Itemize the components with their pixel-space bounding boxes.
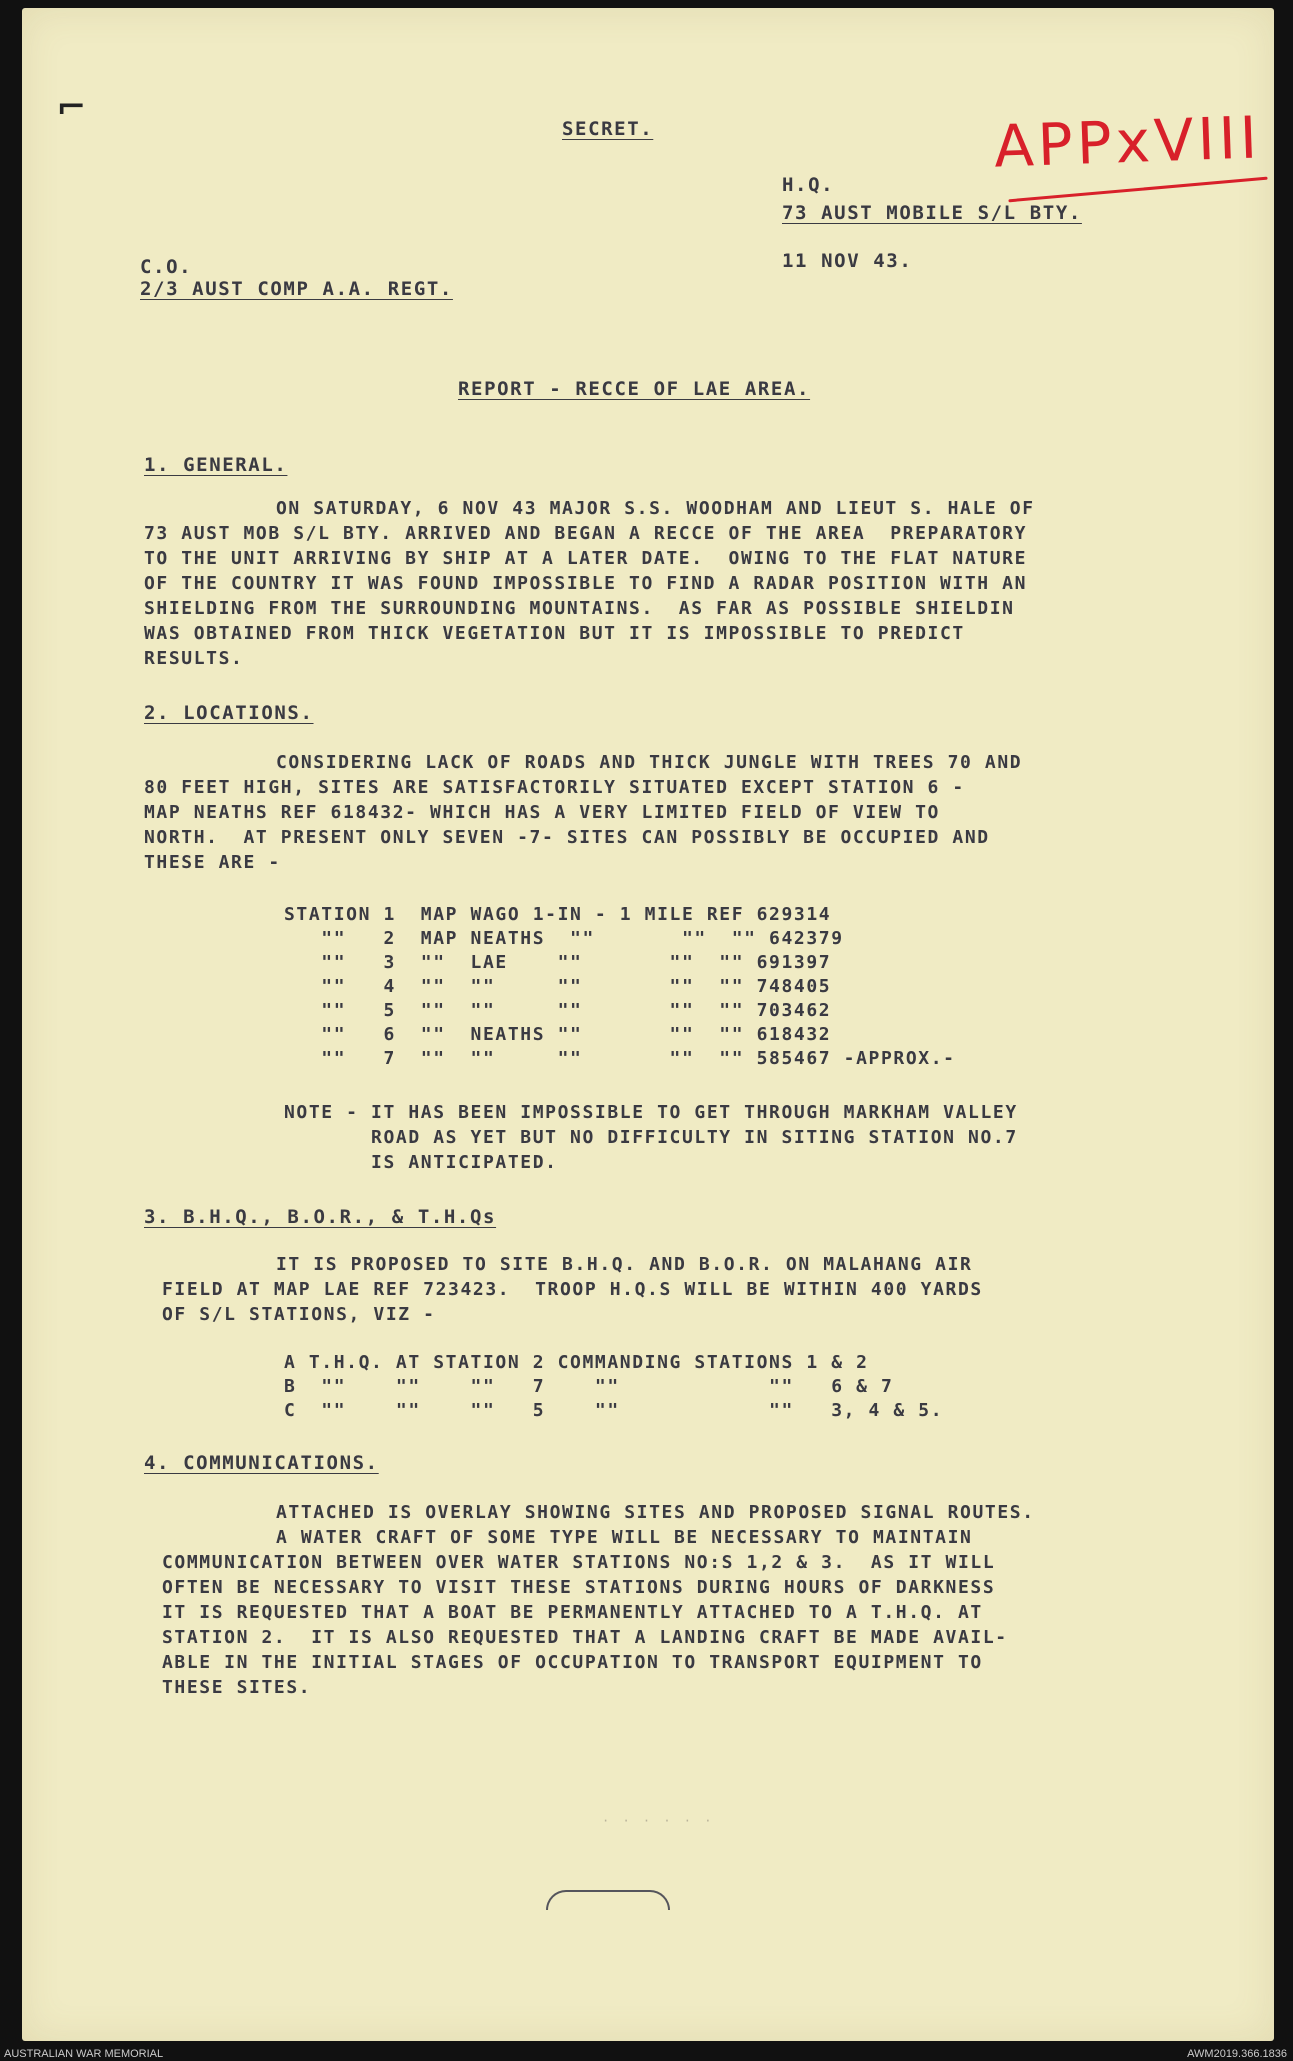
body-line: FIELD AT MAP LAE REF 723423. TROOP H.Q.S WILL BE WITHIN 400 YARDS: [162, 1279, 983, 1300]
body-line: THESE SITES.: [162, 1677, 312, 1698]
body-line: STATION 2. IT IS ALSO REQUESTED THAT A LANDING CRAFT BE MADE AVAIL-: [162, 1627, 1008, 1648]
body-line: TO THE UNIT ARRIVING BY SHIP AT A LATER DATE. OWING TO THE FLAT NATURE: [144, 548, 1028, 569]
body-line: OF THE COUNTRY IT WAS FOUND IMPOSSIBLE TO FIND A RADAR POSITION WITH AN: [144, 573, 1028, 594]
from-line-2: 73 AUST MOBILE S/L BTY.: [782, 202, 1082, 224]
body-line: NORTH. AT PRESENT ONLY SEVEN -7- SITES CAN POSSIBLY BE OCCUPIED AND: [144, 827, 990, 848]
note-line: IS ANTICIPATED.: [284, 1152, 558, 1173]
report-title: REPORT - RECCE OF LAE AREA.: [458, 378, 811, 400]
station-row: "" 3 "" LAE "" "" "" 691397: [284, 952, 832, 973]
station-row: "" 7 "" "" "" "" "" 585467 -APPROX.-: [284, 1048, 956, 1069]
body-line: ATTACHED IS OVERLAY SHOWING SITES AND PROPOSED SIGNAL ROUTES.: [276, 1502, 1035, 1523]
body-line: CONSIDERING LACK OF ROADS AND THICK JUNGLE WITH TREES 70 AND: [276, 752, 1023, 773]
section-heading-locations: 2. LOCATIONS.: [144, 702, 314, 724]
body-line: IT IS REQUESTED THAT A BOAT BE PERMANENTLY ATTACHED TO A T.H.Q. AT: [162, 1602, 983, 1623]
body-line: A WATER CRAFT OF SOME TYPE WILL BE NECESSARY TO MAINTAIN: [276, 1527, 973, 1548]
report-date: 11 NOV 43.: [782, 250, 913, 272]
troop-row: A T.H.Q. AT STATION 2 COMMANDING STATIONS 1 & 2: [284, 1352, 869, 1373]
station-row: "" 4 "" "" "" "" "" 748405: [284, 976, 832, 997]
body-line: SHIELDING FROM THE SURROUNDING MOUNTAINS. AS FAR AS POSSIBLE SHIELDIN: [144, 598, 1015, 619]
body-line: WAS OBTAINED FROM THICK VEGETATION BUT IT IS IMPOSSIBLE TO PREDICT: [144, 623, 965, 644]
note-line: ROAD AS YET BUT NO DIFFICULTY IN SITING STATION NO.7: [284, 1127, 1018, 1148]
appendix-annotation: APPxVIII: [992, 103, 1263, 181]
body-line: RESULTS.: [144, 648, 244, 669]
classification: SECRET.: [562, 118, 654, 140]
footer-credit: AUSTRALIAN WAR MEMORIAL: [4, 2048, 164, 2060]
body-line: OFTEN BE NECESSARY TO VISIT THESE STATIONS DURING HOURS OF DARKNESS: [162, 1577, 996, 1598]
body-line: MAP NEATHS REF 618432- WHICH HAS A VERY LIMITED FIELD OF VIEW TO: [144, 802, 940, 823]
section-heading-general: 1. GENERAL.: [144, 454, 288, 476]
troop-row: C "" "" "" 5 "" "" 3, 4 & 5.: [284, 1400, 944, 1421]
body-line: OF S/L STATIONS, VIZ -: [162, 1304, 436, 1325]
body-line: IT IS PROPOSED TO SITE B.H.Q. AND B.O.R. ON MALAHANG AIR: [276, 1254, 973, 1275]
note-line: NOTE - IT HAS BEEN IMPOSSIBLE TO GET THROUGH MARKHAM VALLEY: [284, 1102, 1018, 1123]
staple-mark: ⌐: [58, 82, 85, 133]
footer-accession-number: AWM2019.366.1836: [1187, 2048, 1287, 2060]
station-row: "" 5 "" "" "" "" "" 703462: [284, 1000, 832, 1021]
appendix-underline: [1008, 177, 1267, 203]
to-line-1: C.O.: [140, 256, 193, 278]
station-row: STATION 1 MAP WAGO 1-IN - 1 MILE REF 629314: [284, 904, 832, 925]
document-page: [22, 8, 1274, 2041]
body-line: 80 FEET HIGH, SITES ARE SATISFACTORILY SITUATED EXCEPT STATION 6 -: [144, 777, 965, 798]
body-line: ABLE IN THE INITIAL STAGES OF OCCUPATION TO TRANSPORT EQUIPMENT TO: [162, 1652, 983, 1673]
section-heading-communications: 4. COMMUNICATIONS.: [144, 1452, 379, 1474]
to-line-2: 2/3 AUST COMP A.A. REGT.: [140, 278, 453, 300]
body-line: ON SATURDAY, 6 NOV 43 MAJOR S.S. WOODHAM AND LIEUT S. HALE OF: [276, 498, 1035, 519]
troop-row: B "" "" "" 7 "" "" 6 & 7: [284, 1376, 894, 1397]
body-line: 73 AUST MOB S/L BTY. ARRIVED AND BEGAN A RECCE OF THE AREA PREPARATORY: [144, 523, 1028, 544]
faint-mark: · · · · · ·: [602, 1814, 715, 1828]
station-row: "" 2 MAP NEATHS "" "" "" 642379: [284, 928, 844, 949]
from-line-1: H.Q.: [782, 174, 835, 196]
section-heading-hqs: 3. B.H.Q., B.O.R., & T.H.Qs: [144, 1206, 497, 1228]
body-line: COMMUNICATION BETWEEN OVER WATER STATIONS NO:S 1,2 & 3. AS IT WILL: [162, 1552, 996, 1573]
pen-stroke: [546, 1890, 670, 1910]
station-row: "" 6 "" NEATHS "" "" "" 618432: [284, 1024, 832, 1045]
body-line: THESE ARE -: [144, 852, 281, 873]
